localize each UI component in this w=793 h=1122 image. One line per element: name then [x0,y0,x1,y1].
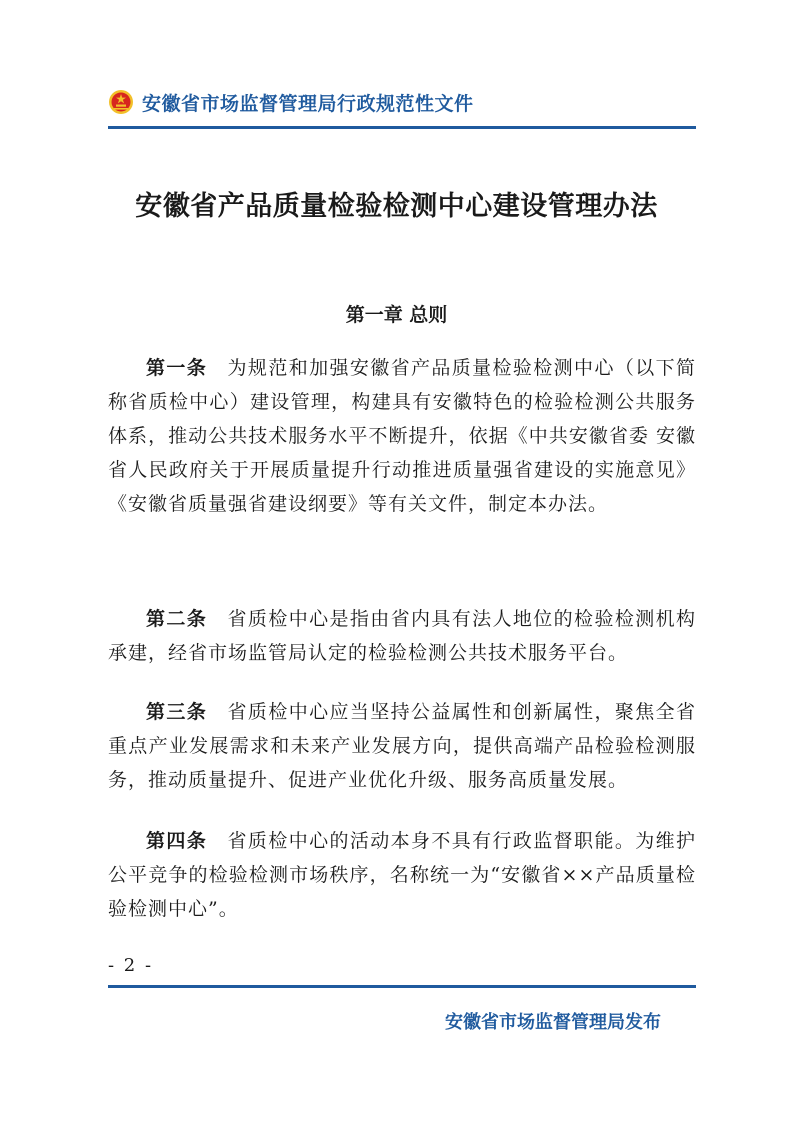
article-label: 第三条 [146,701,208,723]
article-paragraph [108,824,696,926]
article-text: 省质检中心应当坚持公益属性和创新属性，聚焦全省重点产业发展需求和未来产业发展方向，提供高端产品检验检测服务，推动质量提升、促进产业优化升级、服务高质量发展。 [108,701,696,791]
header-divider [108,126,696,129]
article-text: 省质检中心的活动本身不具有行政监督职能。为维护公平竞争的检验检测市场秩序，名称统一为“安徽省××产品质量检验检测中心”。 [108,830,696,920]
national-emblem-icon [108,89,134,115]
article-text: 为规范和加强安徽省产品质量检验检测中心（以下简称省质检中心）建设管理，构建具有安徽特色的检验检测公共服务体系，推动公共技术服务水平不断提升，依据《中共安徽省委 安徽省人民政府关于开展质量提升行动推进质量强省建设的实施意见》《安徽省质量强省建设纲要》等有关文件，制定本办法。 [108,357,696,515]
article-label: 第四条 [146,830,208,852]
article-label: 第一条 [146,357,208,379]
publisher-footer: 安徽省市场监督管理局发布 [445,1012,661,1033]
article-paragraph [108,695,696,797]
article-paragraph [108,602,696,670]
footer-divider [108,985,696,988]
header-title: 安徽省市场监督管理局行政规范性文件 [142,92,474,115]
chapter-heading: 第一章 总则 [345,304,448,326]
article-paragraph [108,351,696,521]
article-label: 第二条 [146,608,208,630]
document-header [108,86,474,118]
document-title: 安徽省产品质量检验检测中心建设管理办法 [135,191,658,222]
article-text: 省质检中心是指由省内具有法人地位的检验检测机构承建，经省市场监管局认定的检验检测公共技术服务平台。 [108,608,696,664]
page-number: - 2 - [108,955,154,976]
